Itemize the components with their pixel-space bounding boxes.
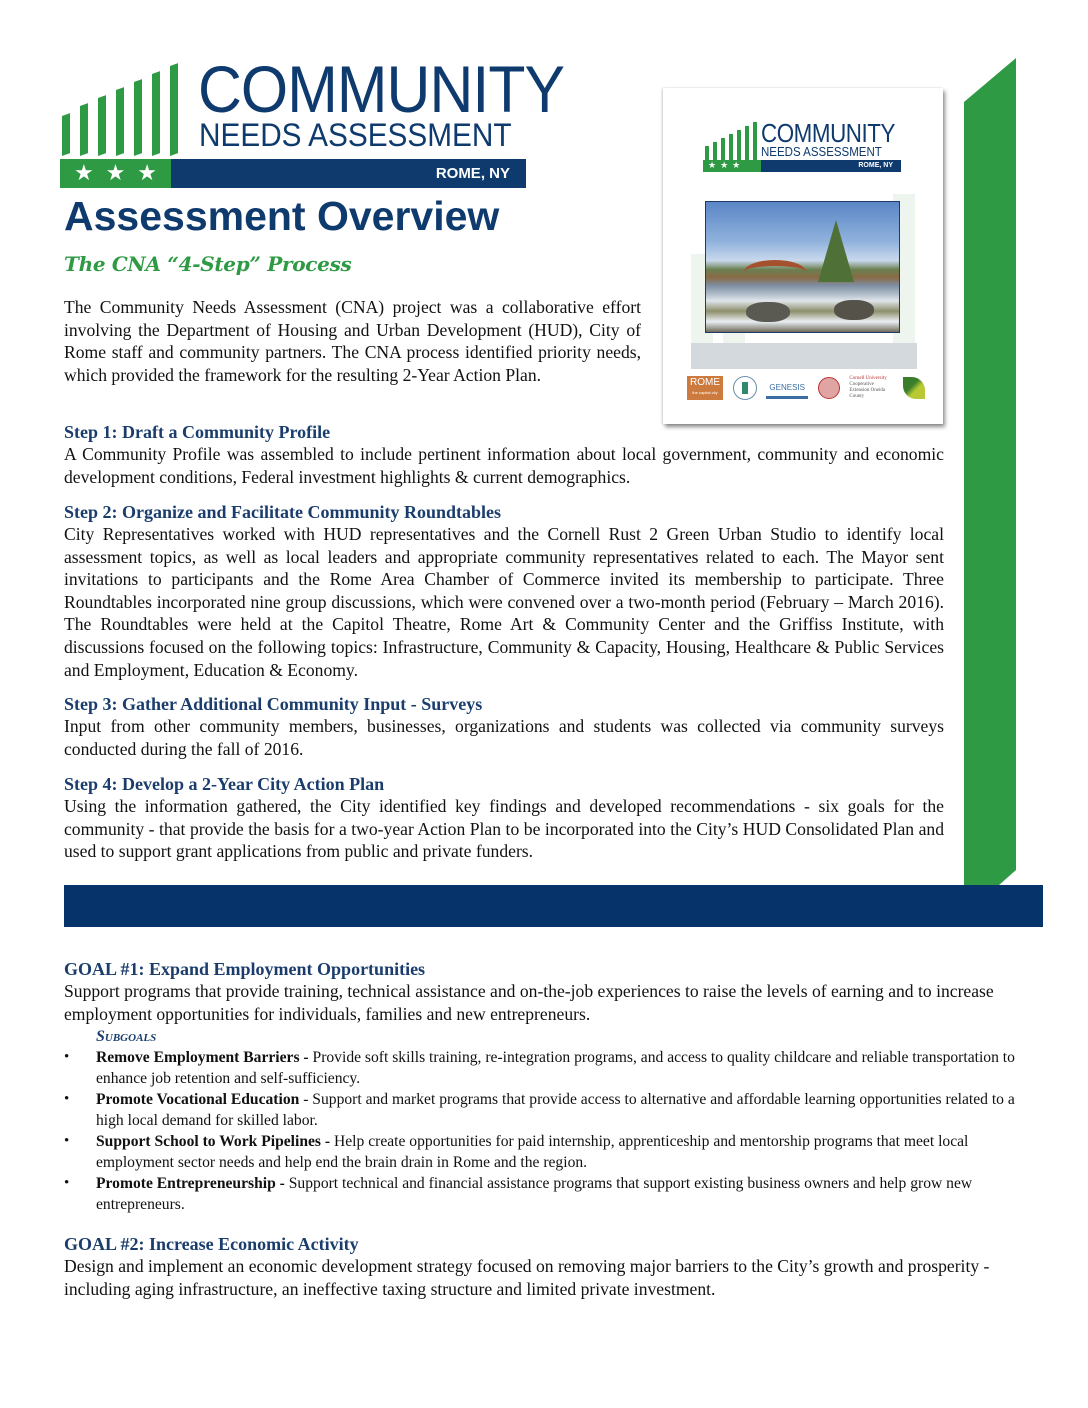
cover-logo-location: ROME, NY: [858, 162, 893, 169]
hud-seal-icon: [733, 376, 757, 400]
cover-logo-location-strip: [761, 160, 901, 172]
cover-logo: [703, 118, 903, 174]
subgoal-title: Remove Employment Barriers -: [96, 1049, 309, 1066]
goal-1-heading: GOAL #1: Expand Employment Opportunities: [64, 959, 426, 979]
bullet-icon: •: [64, 1133, 70, 1149]
cna-logo: [60, 52, 565, 188]
page-subtitle: The CNA “4-Step” Process: [64, 252, 352, 276]
step-2-heading: Step 2: Organize and Facilitate Community Roundtables: [64, 502, 502, 522]
leaf-logo-icon: [903, 377, 925, 399]
subgoals-list: [64, 1047, 1024, 1215]
step-1-body: A Community Profile was assembled to include pertinent information about local government, community and economic development conditions, Federal investment highlights & current demographics.: [64, 444, 944, 487]
subgoal-title: Promote Entrepreneurship -: [96, 1175, 285, 1192]
logo-bars-icon: [60, 64, 186, 156]
bridge-shape: [744, 260, 806, 284]
logo-stars-strip: [60, 159, 171, 188]
cornell-extension-logo: Cornell University Cooperative Extension Oneida County: [849, 376, 887, 399]
cover-photo-park-bridge: [705, 201, 900, 333]
subgoal-text: Support technical and financial assistance programs that support existing business owners and help grow new entrepreneurs.: [96, 1175, 973, 1213]
star-icon: ★: [73, 160, 94, 186]
green-side-ribbon: [964, 58, 1016, 916]
tree-shape: [818, 220, 854, 282]
subgoal-text: Help create opportunities for paid internship, apprenticeship and mentorship programs that meet local employment sector needs and help end the brain drain in Rome and the region.: [96, 1133, 969, 1171]
cover-logo-needs: NEEDS ASSESSMENT: [761, 145, 882, 159]
subgoal-item: [64, 1131, 1024, 1173]
subgoals-label: Subgoals: [96, 1028, 157, 1045]
subgoal-item: [64, 1047, 1024, 1089]
logo-location: ROME, NY: [435, 165, 510, 182]
page-title: Assessment Overview: [64, 193, 500, 239]
logo-needs-assessment-text: NEEDS ASSESSMENT: [199, 117, 512, 153]
goal-1-body: Support programs that provide training, technical assistance and on-the-job experiences to raise the levels of earning and to increase employment opportunities for individuals, families and new entrepreneurs.: [64, 981, 994, 1024]
logo-community-text: COMMUNITY: [198, 52, 565, 126]
goal-2-body: Design and implement an economic development strategy focused on removing major barriers to the City’s growth and prosperity - including aging infrastructure, an ineffective taxing structure and limited private investment.: [64, 1256, 990, 1299]
step-4-body: Using the information gathered, the City identified key findings and developed recommendations - six goals for the community - that provide the basis for a two-year Action Plan to be incorporated into the City’s HUD Consolidated Plan and used to support grant applications from public and private funders.: [64, 796, 944, 862]
logo-location-strip: [171, 159, 526, 188]
subgoal-text: Provide soft skills training, re-integration programs, and access to quality childcare and reliable transportation to enhance job retention and self-sufficiency.: [96, 1049, 1015, 1087]
genesis-logo: GENESIS: [766, 377, 808, 399]
rock-shape: [746, 302, 790, 322]
navy-divider-band: [64, 885, 1043, 927]
star-icon: ★: [105, 160, 126, 186]
cover-logo-stars: ★★★: [703, 160, 761, 172]
subgoal-text: - Support and market programs that provide access to alternative and affordable learning opportunities related to a high local demand for skilled labor.: [96, 1091, 1015, 1129]
cover-grey-band: [691, 343, 917, 369]
subgoal-title: Support School to Work Pipelines -: [96, 1133, 331, 1150]
step-1-heading: Step 1: Draft a Community Profile: [64, 422, 331, 442]
report-cover-thumbnail: [663, 88, 943, 424]
step-3-body: Input from other community members, businesses, organizations and students was collected via community surveys conducted during the fall of 2016.: [64, 716, 944, 759]
step-3-heading: Step 3: Gather Additional Community Input - Surveys: [64, 694, 483, 714]
rock-shape: [834, 300, 874, 320]
subgoal-title: Promote Vocational Education: [96, 1091, 300, 1108]
bullet-icon: •: [64, 1049, 70, 1065]
ribbon-shape: [964, 58, 1016, 916]
step-2-body: City Representatives worked with HUD representatives and the Cornell Rust 2 Green Urban Studio to identify local assessment topics, as well as local leaders and appropriate community representatives related to each. The Mayor sent invitations to participants and the Rome Area Chamber of Commerce invited its membership to participate. Three Roundtables incorporated nine group discussions, which were convened over a two-month period (February – March 2016). The Roundtables were held at the Capitol Theatre, Rome Art & Community Center and the Griffiss Institute, with discussions focused on the following topics: Infrastructure, Community & Capacity, Housing, Healthcare & Public Services and Employment, Education & Economy.: [64, 524, 944, 680]
subgoal-item: [64, 1089, 1024, 1131]
goal-2-heading: GOAL #2: Increase Economic Activity: [64, 1234, 359, 1254]
star-icon: ★: [137, 160, 157, 186]
bullet-icon: •: [64, 1091, 70, 1107]
subgoal-item: [64, 1173, 1024, 1215]
cornell-seal-icon: [818, 377, 840, 399]
intro-paragraph: The Community Needs Assessment (CNA) project was a collaborative effort involving the Department of Housing and Urban Development (HUD), City of Rome staff and community partners. The CNA process identified priority needs, which provided the framework for the resulting 2-Year Action Plan.: [64, 297, 641, 385]
rome-logo: ROME the capital city: [687, 376, 723, 400]
bullet-icon: •: [64, 1175, 70, 1191]
step-4-heading: Step 4: Develop a 2-Year City Action Plan: [64, 774, 385, 794]
partner-logos: [687, 373, 925, 403]
cover-logo-community: COMMUNITY: [761, 118, 896, 148]
